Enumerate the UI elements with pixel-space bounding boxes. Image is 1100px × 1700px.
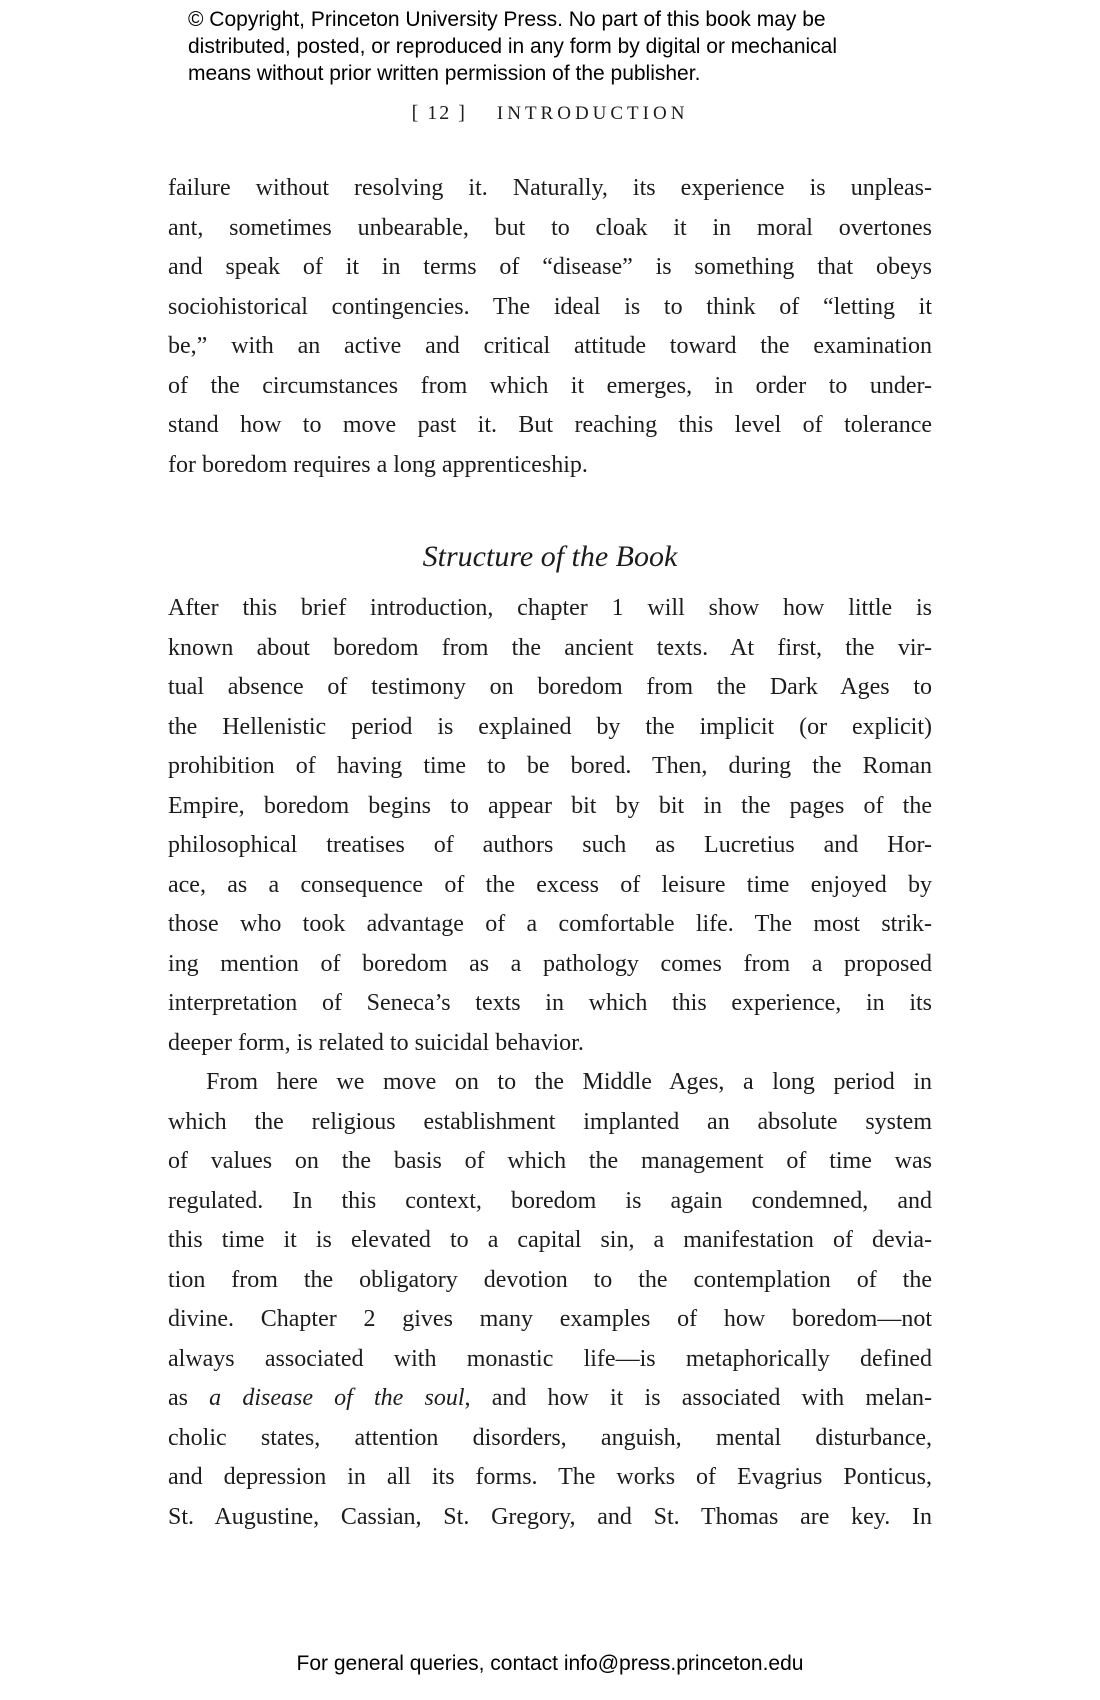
- text-line: ant, sometimes unbearable, but to cloak it in moral overtones: [168, 214, 932, 241]
- copyright-line: distributed, posted, or reproduced in any form by digital or mechanical: [188, 35, 838, 58]
- text-line: philosophical treatises of authors such as Lucretius and Hor-: [168, 832, 932, 858]
- text-line: ing mention of boredom as a pathology comes from a proposed: [168, 950, 932, 977]
- text-line: as a disease of the soul, and how it is associated with melan-: [168, 1385, 932, 1411]
- text-line: tion from the obligatory devotion to the contemplation of the: [168, 1266, 932, 1293]
- text-line: those who took advantage of a comfortable life. The most strik-: [168, 911, 932, 937]
- text-line: which the religious establishment implanted an absolute system: [168, 1108, 932, 1135]
- copyright-notice: [188, 6, 948, 87]
- body-paragraph-2: [168, 589, 932, 1063]
- text-line: prohibition of having time to be bored. Then, during the Roman: [168, 753, 932, 779]
- section-heading: Structure of the Book: [422, 540, 678, 573]
- page-number-folio: [ 12 ]: [411, 102, 467, 124]
- body-paragraph-3: [168, 1063, 932, 1537]
- text-line: From here we move on to the Middle Ages, a long period in: [206, 1069, 932, 1095]
- text-line: interpretation of Seneca’s texts in which this experience, in its: [168, 990, 932, 1016]
- text-line: ace, as a consequence of the excess of leisure time enjoyed by: [168, 871, 932, 898]
- text-line: be,” with an active and critical attitude toward the examination: [168, 333, 932, 359]
- text-line: Empire, boredom begins to appear bit by bit in the pages of the: [168, 792, 932, 819]
- text-line: for boredom requires a long apprenticeship.: [168, 451, 588, 478]
- text-line: always associated with monastic life—is metaphorically defined: [168, 1345, 932, 1372]
- footer-contact: For general queries, contact info@press.princeton.edu: [296, 1652, 804, 1675]
- copyright-line: means without prior written permission of the publisher.: [188, 62, 701, 85]
- text-line: St. Augustine, Cassian, St. Gregory, and St. Thomas are key. In: [168, 1503, 932, 1530]
- text-line: failure without resolving it. Naturally, its experience is unpleas-: [168, 175, 932, 201]
- chapter-title: INTRODUCTION: [496, 103, 689, 124]
- text-line: stand how to move past it. But reaching this level of tolerance: [168, 412, 932, 438]
- text-line: known about boredom from the ancient texts. At first, the vir-: [168, 634, 932, 661]
- text-line: cholic states, attention disorders, anguish, mental disturbance,: [168, 1424, 932, 1451]
- text-line: divine. Chapter 2 gives many examples of how boredom—not: [168, 1306, 932, 1332]
- body-paragraph-1: [168, 169, 932, 485]
- text-line: sociohistorical contingencies. The ideal is to think of “letting it: [168, 293, 932, 320]
- text-line: of values on the basis of which the management of time was: [168, 1148, 932, 1174]
- text-line: and depression in all its forms. The works of Evagrius Ponticus,: [168, 1464, 932, 1490]
- text-line: After this brief introduction, chapter 1 will show how little is: [168, 595, 932, 621]
- running-head: [0, 102, 1100, 125]
- text-line: the Hellenistic period is explained by the implicit (or explicit): [168, 713, 932, 740]
- text-line: deeper form, is related to suicidal behavior.: [168, 1029, 584, 1056]
- text-line: and speak of it in terms of “disease” is something that obeys: [168, 254, 932, 280]
- text-line: this time it is elevated to a capital sin, a manifestation of devia-: [168, 1227, 932, 1253]
- copyright-line: © Copyright, Princeton University Press. No part of this book may be: [188, 8, 826, 31]
- text-line: of the circumstances from which it emerges, in order to under-: [168, 372, 932, 399]
- text-line: tual absence of testimony on boredom from the Dark Ages to: [168, 674, 932, 700]
- text-line: regulated. In this context, boredom is again condemned, and: [168, 1187, 932, 1214]
